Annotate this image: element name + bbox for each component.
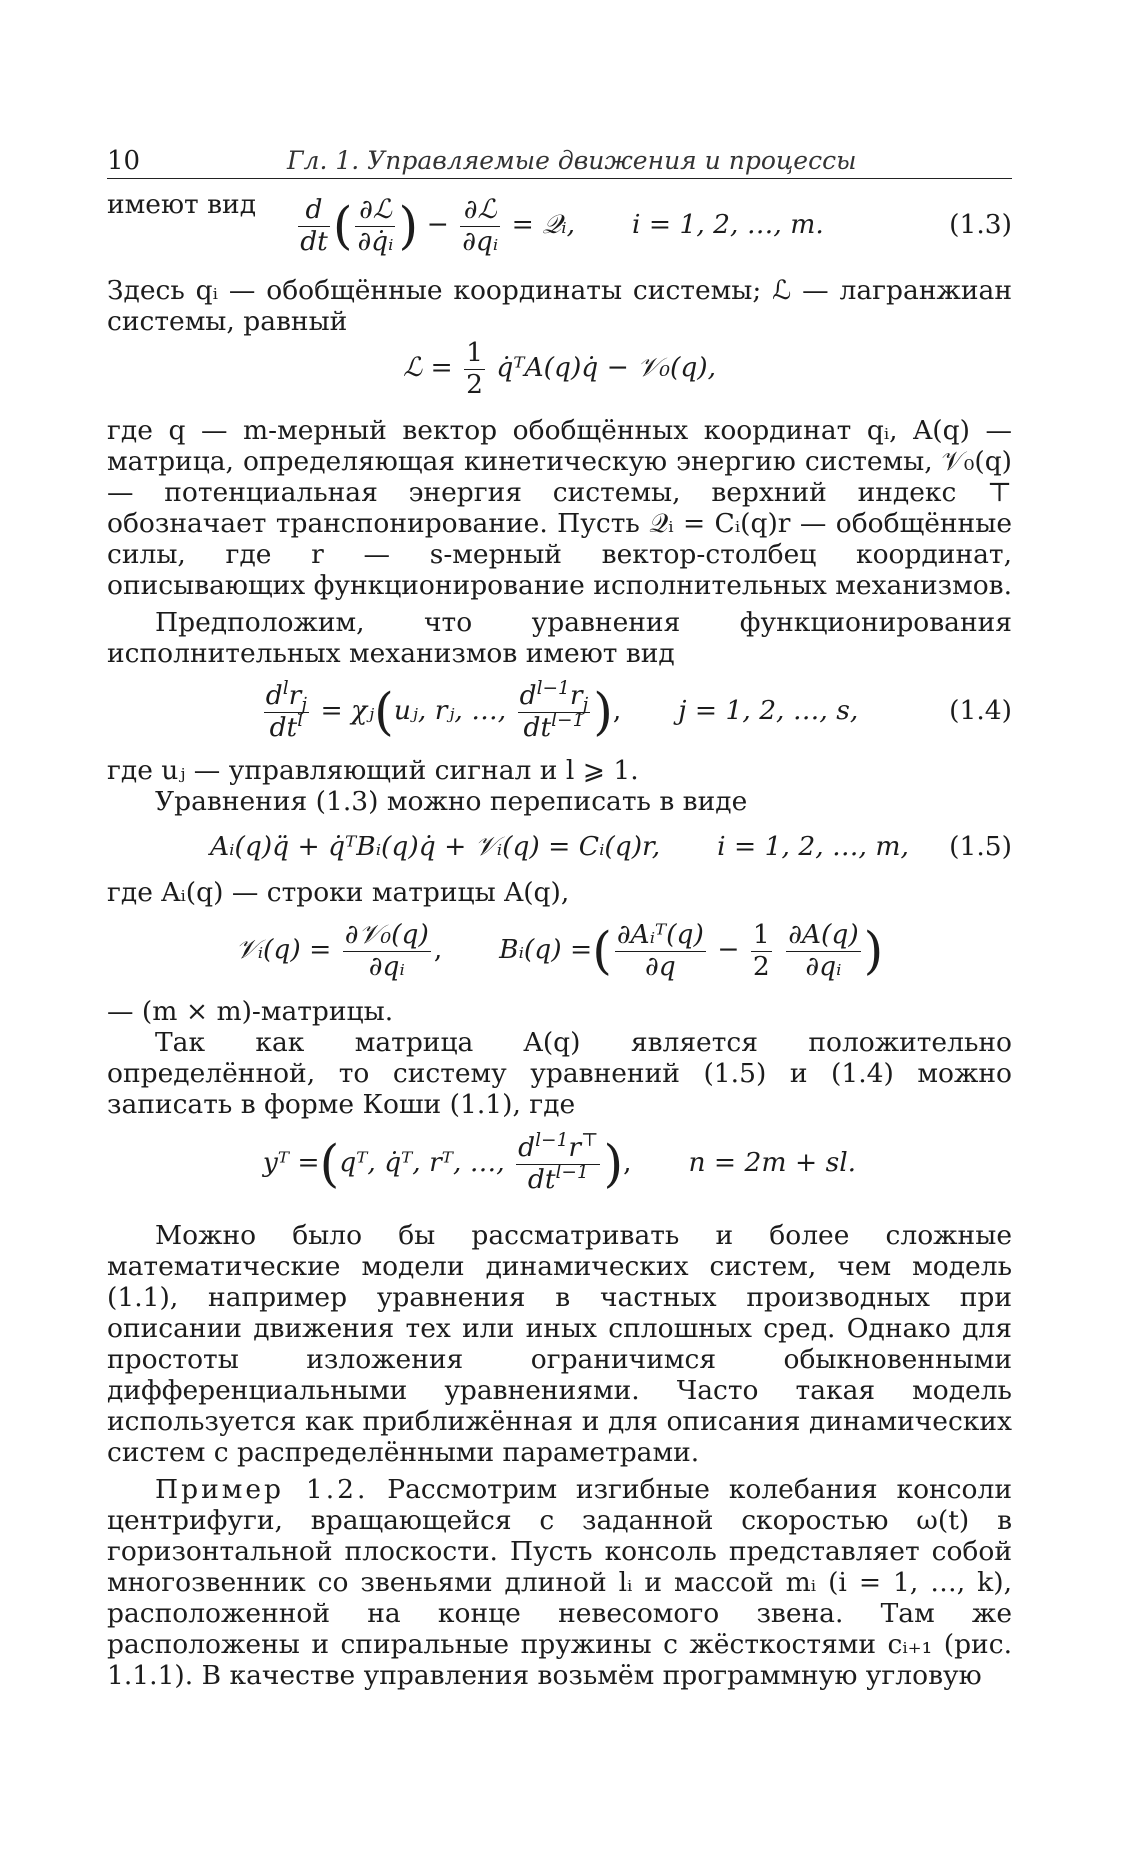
equation-y: yᵀ =(qᵀ, q̇ᵀ, rᵀ, …, $\frac{d^{l-1}r^⊤}{dt^{l-1}}$ ), n = 2m + sl. bbox=[262, 1130, 857, 1195]
paragraph: Предположим, что уравнения функционирования исполнительных механизмов имеют вид bbox=[107, 607, 1012, 669]
lead-in: имеют вид bbox=[107, 189, 257, 220]
eq14-range: j = 1, 2, …, s, bbox=[678, 695, 859, 726]
eq13-range: i = 1, 2, …, m. bbox=[631, 209, 824, 240]
eq13-rhs: = 𝒬ᵢ, bbox=[511, 209, 576, 240]
paragraph: Здесь qᵢ — обобщённые координаты системы; ℒ — лагранжиан системы, равный bbox=[107, 275, 1012, 337]
paragraph: Уравнения (1.3) можно переписать в виде bbox=[155, 786, 748, 817]
book-page bbox=[107, 140, 1012, 1691]
example-label: Пример 1.2. bbox=[155, 1474, 369, 1505]
paragraph: где uⱼ — управляющий сигнал и l ⩾ 1. bbox=[107, 755, 639, 786]
paragraph: где Aᵢ(q) — строки матрицы A(q), bbox=[107, 877, 570, 908]
equation-1-3: имеют вид $\frac{d}{dt}$ ( $\frac{\text{∂ℒ}}{\text{∂q̇ᵢ}}$ ) − $\frac{\text{∂ℒ}}{\text{∂qᵢ}}$ = 𝒬ᵢ, i = 1, 2, …, m. (1.3) bbox=[107, 189, 1012, 261]
paragraph: где q — m-мерный вектор обобщённых координат qᵢ, A(q) — матрица, определяющая кинетическую энергию системы, 𝒱₀(q) — потенциальная энергия системы, верхний индекс ⊤ обозначает транспонирование. Пусть 𝒬ᵢ = Cᵢ(q)r — обобщённые силы, где r — s-мерный вектор-столбец координат, описывающих функционирование исполнительных механизмов. bbox=[107, 415, 1013, 601]
eq14-mid: = χⱼ bbox=[320, 695, 375, 726]
page-number: 10 bbox=[107, 146, 141, 176]
paragraph: Можно было бы рассматривать и более сложные математические модели динамических систем, чем модель (1.1), например уравнения в частных производных при описании движения тех или иных сплошных сред. Однако для простоты изложения ограничимся обыкновенными дифференциальными уравнениями. Часто такая модель используется как приближённая и для описания динамических систем с распределёнными параметрами. bbox=[107, 1220, 1012, 1468]
lagrangian-rest: q̇ᵀA(q)q̇ − 𝒱₀(q), bbox=[496, 352, 717, 383]
example-text: Рассмотрим изгибные колебания консоли центрифуги, вращающейся с заданной скоростью ω(t) в горизонтальной плоскости. Пусть консоль представляет собой многозвенник со звеньями длиной lᵢ и массой mᵢ (i = 1, …, k), расположенной на конце невесомого звена. Там же расположены и спиральные пружины с жёсткостями cᵢ₊₁ (рис. 1.1.1). В качестве управления возьмём программную угловую bbox=[107, 1474, 1012, 1691]
equation-1-5 bbox=[107, 817, 1012, 877]
lagrangian-lhs: ℒ = bbox=[402, 352, 453, 383]
y-args: qᵀ, q̇ᵀ, rᵀ, …, bbox=[339, 1147, 505, 1178]
example-paragraph bbox=[107, 1474, 1012, 1691]
running-title: Гл. 1. Управляемые движения и процессы bbox=[287, 146, 857, 175]
paragraph: — (m × m)-матрицы. bbox=[107, 996, 394, 1027]
eq15-text: Aᵢ(q)q̈ + q̇ᵀBᵢ(q)q̇ + 𝒱ᵢ(q) = Cᵢ(q)r, bbox=[210, 831, 661, 862]
paragraph: Так как матрица A(q) является положительно определённой, то систему уравнений (1.5) и (1.4) можно записать в форме Коши (1.1), где bbox=[107, 1027, 1012, 1120]
equation-1-4: $\frac{d^lr_j}{dt^l}$ = χⱼ(uⱼ, rⱼ, …, $\frac{d^{l-1}r_j}{dt^{l-1}}$ ), j = 1, 2, …, s, (1.4) bbox=[107, 669, 1012, 753]
running-header bbox=[107, 140, 1012, 179]
bi-lhs: Bᵢ(q) = bbox=[499, 934, 593, 965]
eq14-args: uⱼ, rⱼ, …, bbox=[393, 695, 507, 726]
eq-number-1-4: (1.4) bbox=[949, 695, 1012, 726]
eq-number-1-5: (1.5) bbox=[949, 831, 1012, 862]
y-range: n = 2m + sl. bbox=[688, 1147, 857, 1178]
eq15-range: i = 1, 2, …, m, bbox=[717, 831, 909, 862]
y-lhs: yᵀ = bbox=[262, 1147, 320, 1178]
eq-number-1-3: (1.3) bbox=[949, 209, 1012, 240]
equation-lagrangian: ℒ = $\frac{1}{2}$ q̇ᵀA(q)q̇ − 𝒱₀(q), bbox=[402, 337, 717, 400]
equation-vi-bi: 𝒱ᵢ(q) = $\frac{\text{∂𝒱₀(q)}}{\text{∂qᵢ}}$ , Bᵢ(q) =( $\frac{\text{∂Aᵢᵀ(q)}}{\partial q}$ − $\frac{1}{2}$ $\frac{\partial A(q)}{\text{∂qᵢ}}$ ) bbox=[235, 919, 884, 982]
vi-lhs: 𝒱ᵢ(q) = bbox=[235, 934, 332, 965]
